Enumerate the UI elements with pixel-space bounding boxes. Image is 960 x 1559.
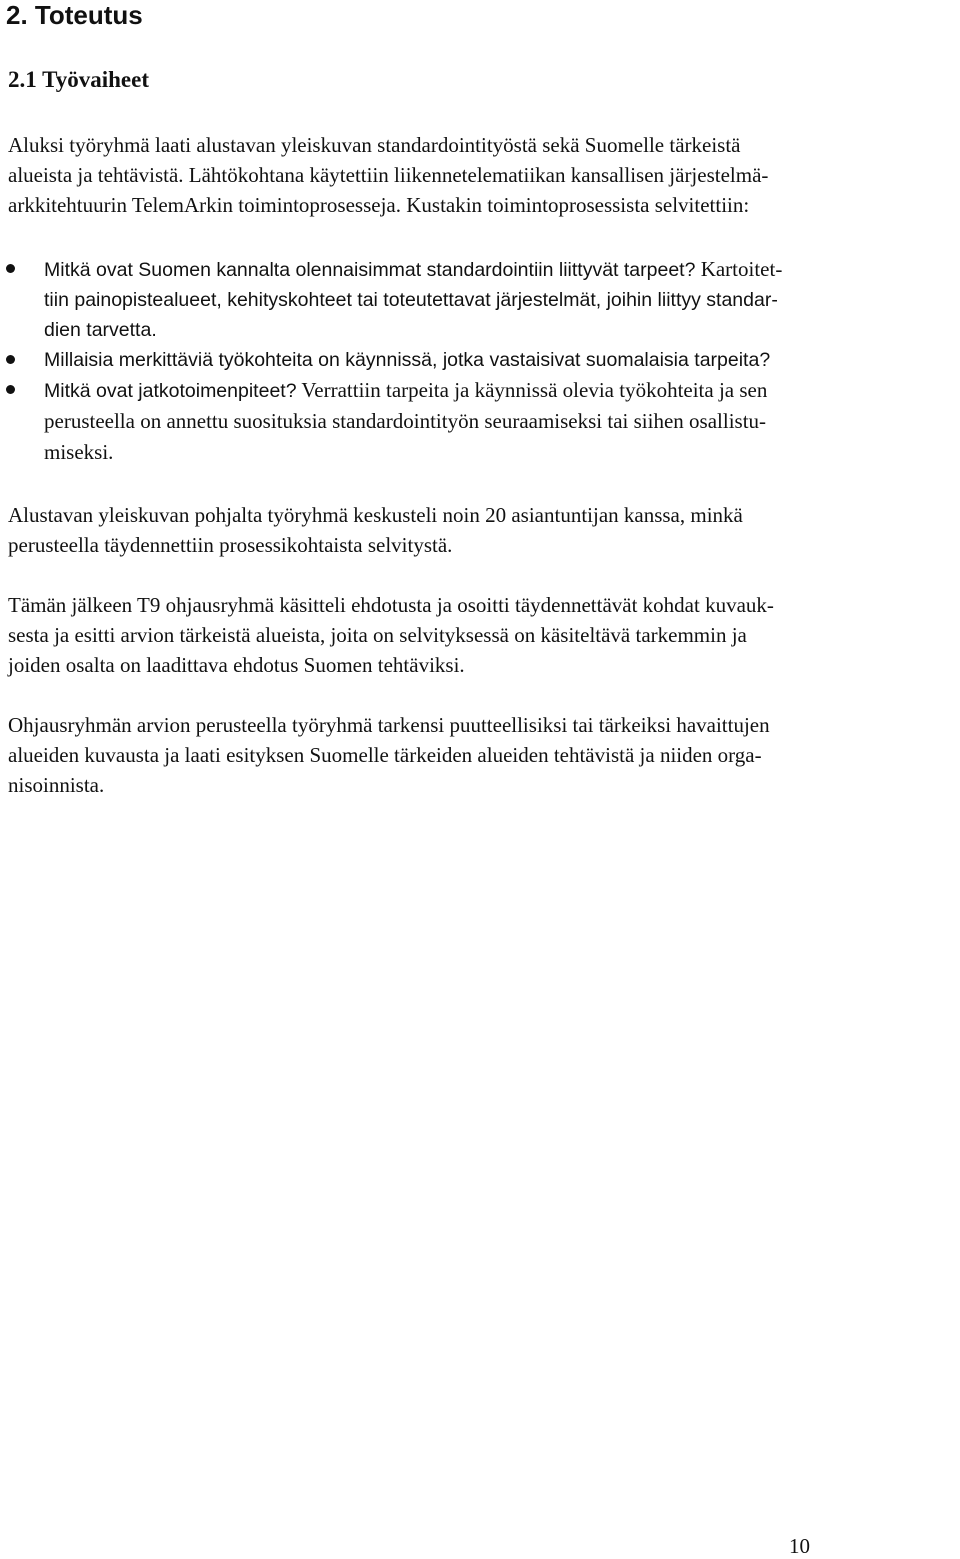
list-item-text-run: dien tarvetta. — [44, 319, 157, 341]
body-paragraph — [8, 710, 952, 800]
list-item-line — [44, 437, 954, 468]
list-item-answer: miseksi. — [44, 440, 114, 464]
bullet-icon — [6, 355, 15, 364]
bullet-icon — [6, 264, 15, 273]
paragraph-line: joiden osalta on laadittava ehdotus Suomen tehtäviksi. — [8, 653, 465, 677]
body-paragraph — [8, 590, 952, 680]
intro-paragraph — [8, 130, 952, 220]
intro-line: Aluksi työryhmä laati alustavan yleiskuvan standardointityöstä sekä Suomelle tärkeistä — [8, 133, 741, 157]
list-item — [0, 345, 960, 375]
list-item-answer: Verrattiin tarpeita ja käynnissä olevia työkohteita ja sen — [296, 378, 768, 402]
list-item-line — [44, 375, 954, 406]
paragraph-line: Tämän jälkeen T9 ohjausryhmä käsitteli ehdotusta ja osoitti täydennettävät kohdat kuvauk- — [8, 593, 774, 617]
list-item-line — [44, 254, 954, 285]
list-item-question: Mitkä ovat jatkotoimenpiteet? — [44, 380, 297, 402]
list-item-answer: perusteella on annettu suosituksia standardointityön seuraamiseksi tai siihen osallistu- — [44, 409, 767, 433]
list-item-text-run: tiin painopistealueet, kehityskohteet tai toteutettavat järjestelmät, joihin liittyy standar- — [44, 289, 778, 311]
paragraph-line: nisoinnista. — [8, 773, 105, 797]
paragraph-line: perusteella täydennettiin prosessikohtaista selvitystä. — [8, 533, 453, 557]
list-item — [0, 254, 960, 345]
intro-line: alueista ja tehtävistä. Lähtökohtana käytettiin liikennetelematiikan kansallisen järjestelmä- — [8, 163, 769, 187]
paragraph-line: Alustavan yleiskuvan pohjalta työryhmä keskusteli noin 20 asiantuntijan kanssa, minkä — [8, 503, 743, 527]
question-list — [0, 254, 960, 468]
bullet-icon — [6, 385, 15, 394]
list-item — [0, 375, 960, 468]
paragraph-line: alueiden kuvausta ja laati esityksen Suomelle tärkeiden alueiden tehtävistä ja niiden orga- — [8, 743, 762, 767]
list-item-line — [44, 315, 954, 345]
intro-line: arkkitehtuurin TelemArkin toimintoprosesseja. Kustakin toimintoprosessista selvitettiin: — [8, 193, 750, 217]
section-heading: 2.1 Työvaiheet — [8, 67, 149, 92]
list-item-text — [44, 254, 954, 345]
list-item-question: Mitkä ovat Suomen kannalta olennaisimmat standardointiin liittyvät tarpeet? — [44, 259, 696, 281]
chapter-heading: 2. Toteutus — [6, 0, 143, 30]
paragraph-line: sesta ja esitti arvion tärkeistä alueista, joita on selvityksessä on käsiteltävä tarkemmin ja — [8, 623, 747, 647]
list-item-line — [44, 345, 954, 375]
paragraph-line: Ohjausryhmän arvion perusteella työryhmä tarkensi puutteellisiksi tai tärkeiksi havaittujen — [8, 713, 770, 737]
page-number: 10 — [789, 1534, 810, 1558]
list-item-text — [44, 345, 954, 375]
list-item-line — [44, 285, 954, 315]
body-paragraph — [8, 500, 952, 560]
list-item-text — [44, 375, 954, 468]
list-item-line — [44, 406, 954, 437]
list-item-question: Millaisia merkittäviä työkohteita on käynnissä, jotka vastaisivat suomalaisia tarpeita? — [44, 349, 771, 371]
list-item-answer: Kartoitet- — [695, 257, 783, 281]
